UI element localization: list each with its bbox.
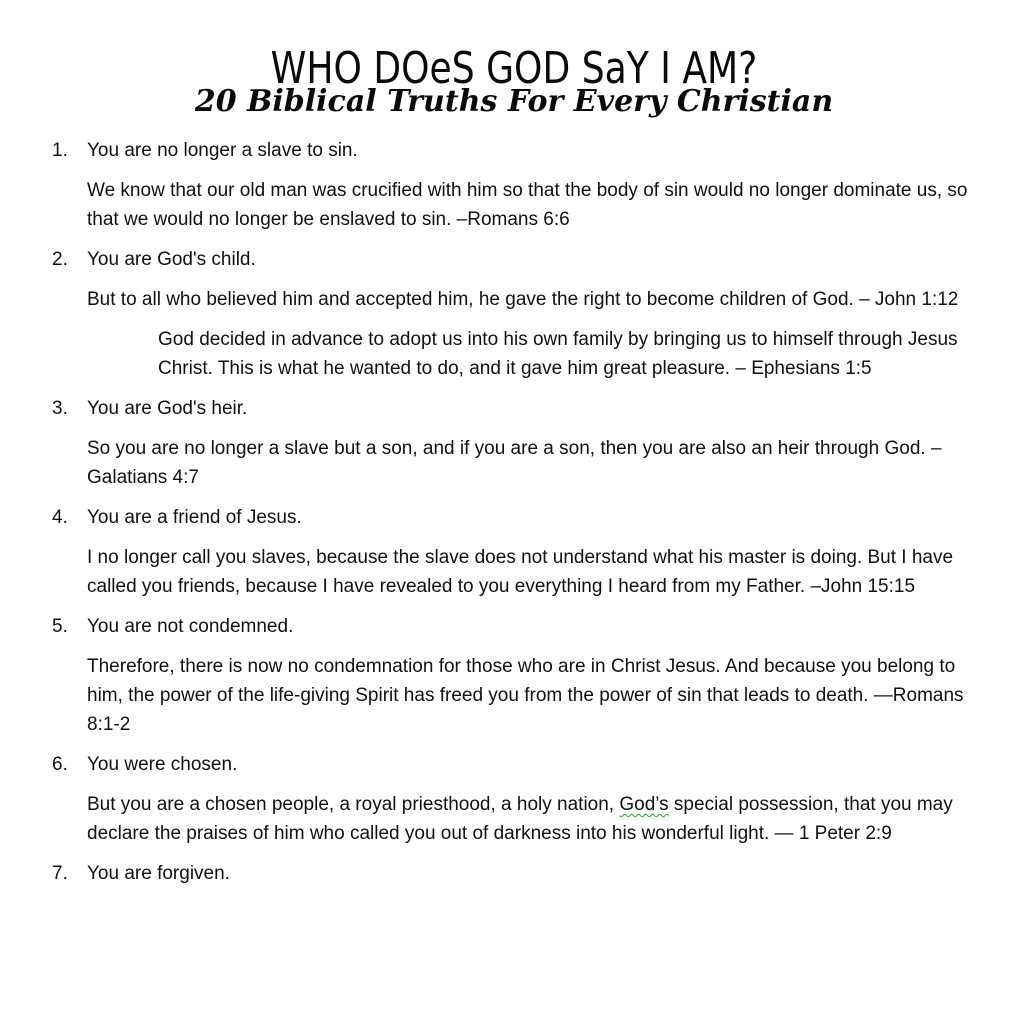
item-heading-text: You are not condemned. [87, 616, 294, 637]
item-heading [52, 394, 992, 424]
verse-text [52, 790, 992, 848]
truths-list [52, 136, 992, 899]
list-item-1 [52, 136, 992, 234]
item-number: 7. [52, 863, 68, 884]
document-subtitle: 20 Biblical Truths For Every Christian [194, 84, 834, 119]
verse-text: Therefore, there is now no condemnation for those who are in Christ Jesus. And because you belong to him, the power of the life-giving Spirit has freed you from the power of sin that leads to death. —Romans 8:1-2 [87, 656, 964, 735]
item-heading-text: You are forgiven. [87, 863, 230, 884]
item-heading-text: You are a friend of Jesus. [87, 507, 302, 528]
list-item-4 [52, 503, 992, 601]
item-heading [52, 612, 992, 642]
verse-text-part: special possession, that you may declare the praises of him who called you out of darkness into his wonderful light. — 1 Peter 2:9 [87, 794, 953, 844]
item-heading-text: You are no longer a slave to sin. [87, 140, 358, 161]
verse-text-part: But you are a chosen people, a royal priesthood, a holy nation, [87, 794, 620, 815]
item-heading-text: You are God's child. [87, 249, 256, 270]
item-number: 6. [52, 754, 68, 775]
item-heading-text: You are God's heir. [87, 398, 248, 419]
item-heading [52, 750, 992, 780]
item-number: 1. [52, 140, 68, 161]
document-title: WHO DOeS GOD SaY I AM? [270, 43, 758, 95]
list-item-7 [52, 859, 992, 889]
list-item-3 [52, 394, 992, 492]
list-item-2 [52, 245, 992, 383]
verse-text: We know that our old man was crucified with him so that the body of sin would no longer dominate us, so that we would no longer be enslaved to sin. –Romans 6:6 [87, 180, 968, 230]
item-heading [52, 503, 992, 533]
item-heading [52, 136, 992, 166]
list-item-5 [52, 612, 992, 739]
item-number: 5. [52, 616, 68, 637]
item-number: 2. [52, 249, 68, 270]
verse-text: I no longer call you slaves, because the slave does not understand what his master is doing. But I have called you friends, because I have revealed to you everything I heard from my Father. –John 15:15 [87, 547, 954, 597]
item-heading-text: You were chosen. [87, 754, 238, 775]
verse-text: But to all who believed him and accepted him, he gave the right to become children of God. – John 1:12 [87, 289, 959, 310]
item-number: 4. [52, 507, 68, 528]
verse-text: So you are no longer a slave but a son, and if you are a son, then you are also an heir through God. –Galatians 4:7 [87, 438, 942, 488]
item-number: 3. [52, 398, 68, 419]
verse-text-indented: God decided in advance to adopt us into his own family by bringing us to himself through Jesus Christ. This is what he wanted to do, and it gave him great pleasure. – Ephesians 1:5 [158, 329, 958, 379]
spellcheck-flagged-word[interactable]: God’s [619, 794, 669, 815]
item-heading [52, 859, 992, 889]
item-heading [52, 245, 992, 275]
list-item-6 [52, 750, 992, 848]
